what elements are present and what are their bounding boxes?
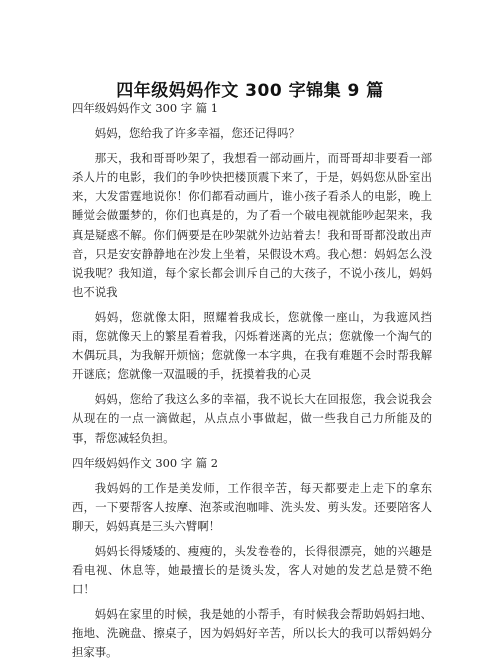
section-heading: 四年级妈妈作文 300 字 篇 2 [72, 455, 218, 470]
paragraph: 妈妈，您给我了许多幸福，您还记得吗？ [94, 126, 300, 141]
section-heading: 四年级妈妈作文 300 字 篇 1 [72, 101, 218, 115]
paragraph: 妈妈长得矮矮的、瘦瘦的，头发卷卷的，长得很漂亮，她的兴趣是看电视、休息等，她最擅长的是烫头发，客人对她的发艺总是赞不绝口！ [72, 543, 432, 597]
paragraph: 我妈妈的工作是美发师，工作很辛苦，每天都要走上走下的拿东西，一下要帮客人按摩、泡茶或泡咖啡、洗头发、剪头发。还要陪客人聊天，妈妈真是三头六臂啊！ [72, 480, 432, 533]
paragraph: 妈妈，您就像太阳，照耀着我成长，您就像一座山，为我遮风挡雨，您就像天上的繁星看着我，闪烁着迷离的光点；您就像一个淘气的木偶玩具，为我解开烦恼；您就像一本字典，在我有难题不会时帮我解开谜底；您就像一双温暖的手，抚摸着我的心灵 [72, 309, 432, 382]
paragraph: 妈妈，您给了我这么多的幸福，我不说长大在回报您，我会说我会从现在的一点一滴做起，从点点小事做起，做一些我自己力所能及的事，帮您减轻负担。 [72, 392, 432, 445]
document-title: 四年级妈妈作文 300 字锦集 9 篇 [116, 81, 384, 101]
document-body [72, 99, 432, 669]
paragraph: 妈妈在家里的时候，我是她的小帮手，有时候我会帮助妈妈扫地、拖地、洗碗盘、擦桌子，因为妈妈好辛苦，所以长大的我可以帮妈妈分担家事。 [72, 607, 432, 660]
paragraph: 那天，我和哥哥吵架了，我想看一部动画片，而哥哥却非要看一部杀人片的电影，我们的争吵快把楼顶震下来了，于是，妈妈您从卧室出来，大发雷霆地说你！你们都看动画片，谁小孩子看杀人的电影，晚上睡觉会做噩梦的，你们也真是的，为了看一个破电视就能吵起架来，我真是疑惑不解。你们俩要是在吵架就外边站着去！我和哥哥都没敢出声音，只是安安静静地在沙发上坐着，呆假设木鸡。我心想：妈妈怎么没说我呢？我知道，每个家长都会训斥自己的大孩子，不说小孩儿，妈妈也不说我 [72, 151, 432, 299]
